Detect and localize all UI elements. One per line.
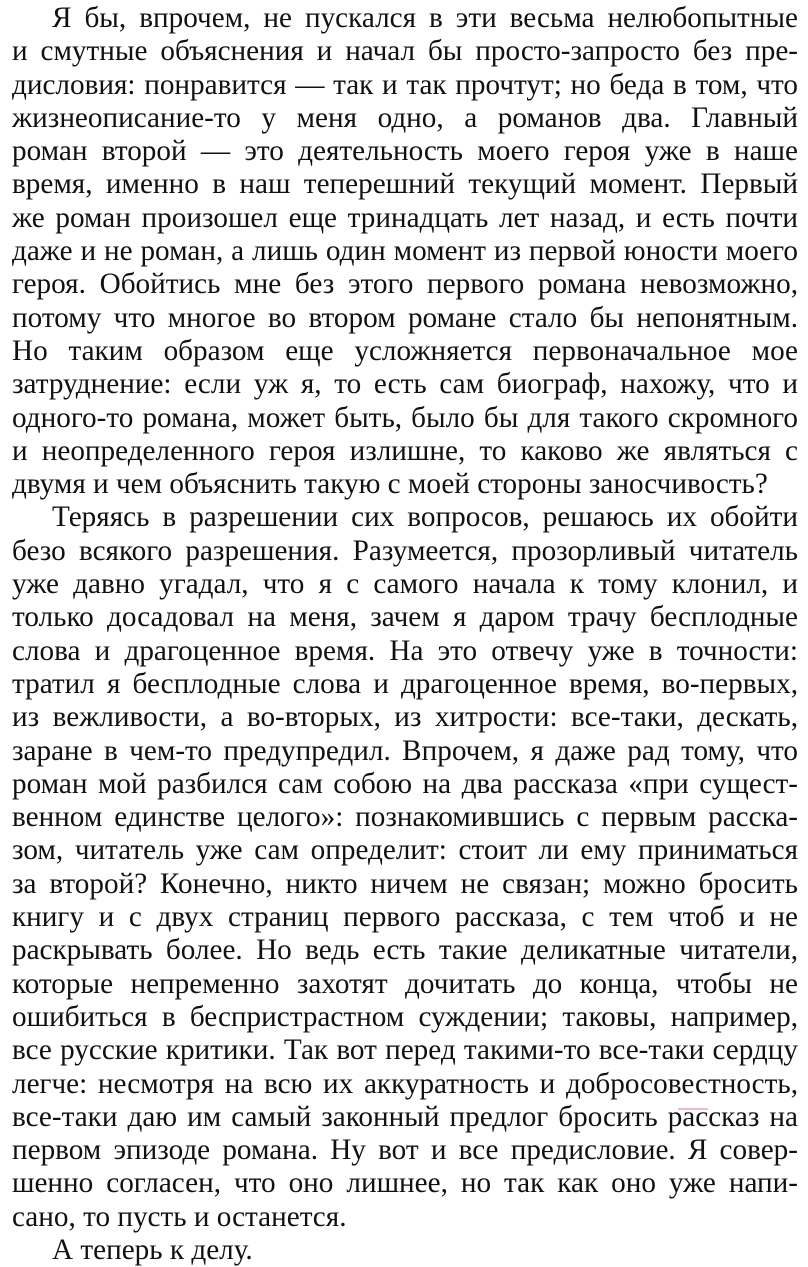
text-line: шенно согласен, что оно лишнее, но так как оно уже напи- bbox=[12, 1167, 798, 1200]
text-line: ошибиться в беспристрастном суждении; таковы, например, bbox=[12, 1000, 798, 1033]
text-line: все русские критики. Так вот перед такими-то все-таки сердцу bbox=[12, 1034, 798, 1067]
text-line: потому что многое во втором романе стало бы непонятным. bbox=[12, 301, 798, 334]
text-line: А теперь к делу. bbox=[52, 1233, 253, 1266]
text-line: даже и не роман, а лишь один момент из первой юности моего bbox=[12, 235, 798, 268]
text-line: одного-то романа, может быть, было бы для такого скромного bbox=[12, 401, 798, 434]
text-line: Я бы, впрочем, не пускался в эти весьма нелюбопытные bbox=[52, 2, 798, 34]
text-line: роман второй — это деятельность моего героя уже в наше bbox=[12, 135, 798, 168]
text-line: жизнеописание-то у меня одно, а романов два. Главный bbox=[12, 101, 798, 134]
text-line: зом, читатель уже сам определит: стоит ли ему приниматься bbox=[12, 834, 798, 867]
text-line: слова и драгоценное время. На это отвечу уже в точности: bbox=[12, 634, 798, 667]
text-line: и смутные объяснения и начал бы просто-запросто без пре- bbox=[12, 35, 798, 68]
text-line: же роман произошел еще тринадцать лет назад, и есть почти bbox=[12, 201, 798, 234]
text-line: раскрывать более. Но ведь есть такие деликатные читатели, bbox=[12, 934, 798, 967]
text-line: роман мой разбился сам собою на два рассказа «при сущест- bbox=[12, 767, 798, 800]
paragraph bbox=[12, 501, 798, 1234]
paragraph bbox=[12, 2, 798, 501]
paragraph bbox=[12, 1234, 798, 1267]
text-line: только досадовал на меня, зачем я даром трачу бесплодные bbox=[12, 601, 798, 634]
text-line: первом эпизоде романа. Ну вот и все предисловие. Я совер- bbox=[12, 1134, 798, 1167]
scan-mark bbox=[678, 1108, 708, 1120]
text-line: венном единстве целого»: познакомившись с первым расска- bbox=[12, 801, 798, 834]
text-line: уже давно угадал, что я с самого начала к тому клонил, и bbox=[12, 568, 798, 601]
text-line: двумя и чем объяснить такую с моей стороны заносчивость? bbox=[12, 468, 768, 501]
text-line: героя. Обойтись мне без этого первого романа невозможно, bbox=[12, 268, 798, 301]
text-line: легче: несмотря на всю их аккуратность и добросовестность, bbox=[12, 1067, 798, 1100]
text-line: тратил я бесплодные слова и драгоценное время, во-первых, bbox=[12, 667, 798, 700]
text-line: которые непременно захотят дочитать до конца, чтобы не bbox=[12, 967, 798, 1000]
text-line: Теряясь в разрешении сих вопросов, решаюсь их обойти bbox=[52, 501, 798, 534]
text-line: дисловия: понравится — так и так прочтут; но беда в том, что bbox=[12, 68, 798, 101]
text-line: и неопределенного героя излишне, то каково же являться с bbox=[12, 434, 798, 467]
text-line: Но таким образом еще усложняется первоначальное мое bbox=[12, 334, 798, 367]
text-line: время, именно в наш теперешний текущий момент. Первый bbox=[12, 168, 798, 201]
text-line: книгу и с двух страниц первого рассказа, с тем чтоб и не bbox=[12, 901, 798, 934]
document-page bbox=[12, 2, 798, 1267]
text-line: сано, то пусть и останется. bbox=[12, 1200, 347, 1233]
text-line: затруднение: если уж я, то есть сам биограф, нахожу, что и bbox=[12, 368, 798, 401]
text-line: безо всякого разрешения. Разумеется, прозорливый читатель bbox=[12, 534, 798, 567]
text-line: из вежливости, а во-вторых, из хитрости: все-таки, дескать, bbox=[12, 701, 798, 734]
text-line: за второй? Конечно, никто ничем не связан; можно бросить bbox=[12, 867, 798, 900]
text-line: заране в чем-то предупредил. Впрочем, я даже рад тому, что bbox=[12, 734, 798, 767]
text-line: все-таки даю им самый законный предлог бросить рассказ на bbox=[12, 1100, 798, 1133]
